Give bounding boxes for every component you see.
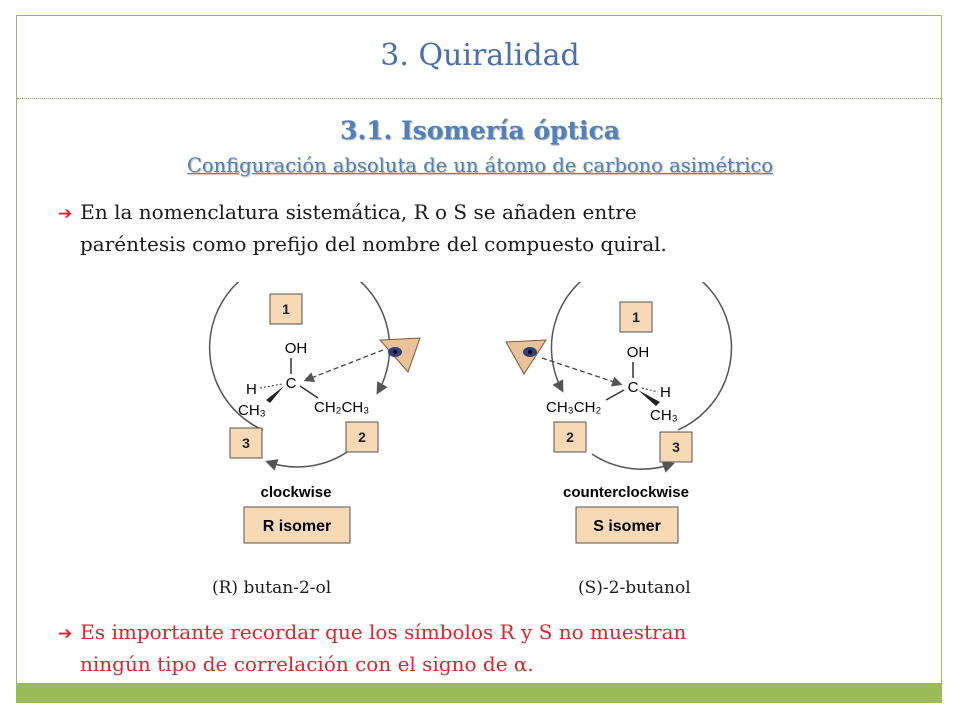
- oh-group: OH: [284, 340, 308, 357]
- central-carbon: C: [627, 379, 639, 396]
- priority-2-label: 2: [358, 429, 366, 445]
- arrow-right-icon: ➔: [58, 204, 73, 224]
- bond-h-hashed: [642, 388, 658, 392]
- h-atom: H: [246, 381, 257, 398]
- result-label: S isomer: [593, 518, 661, 535]
- bullet-correlation-note: [58, 617, 924, 679]
- bullet-2-line-2: ningún tipo de correlación con el signo de α.: [80, 652, 534, 676]
- slide-title: 3. Quiralidad: [380, 38, 580, 73]
- priority-2-label: 2: [566, 429, 574, 445]
- rotation-direction: clockwise: [260, 484, 332, 501]
- priority-1-label: 1: [282, 301, 290, 317]
- oh-group: OH: [626, 344, 650, 361]
- bullet-2-line-1: Es importante recordar que los símbolos R y S no muestran: [80, 620, 687, 644]
- priority-3-label: 3: [242, 435, 250, 451]
- caption-s-2-butanol: (S)-2-butanol: [578, 578, 691, 598]
- arrow-right-icon: ➔: [58, 624, 73, 644]
- result-label: R isomer: [262, 518, 332, 535]
- section-heading: Configuración absoluta de un átomo de carbono asimétrico: [186, 154, 774, 177]
- central-carbon: C: [285, 375, 297, 392]
- rotation-direction: counterclockwise: [563, 484, 689, 501]
- bond-h-hashed: [260, 384, 282, 388]
- viewing-direction: [306, 350, 383, 380]
- priority-3-label: 3: [672, 439, 680, 455]
- priority-1-label: 1: [632, 309, 640, 325]
- viewing-direction: [542, 358, 620, 384]
- bullet-1-line-2: paréntesis como prefijo del nombre del compuesto quiral.: [80, 232, 667, 256]
- ethyl-group: CH₃CH₂: [546, 399, 602, 416]
- bullet-nomenclature: [58, 197, 924, 259]
- footer-bar: [17, 683, 941, 702]
- caption-r-butan-2-ol: (R) butan-2-ol: [212, 578, 332, 598]
- eye-icon: [380, 338, 420, 372]
- lower-arc: [268, 450, 350, 467]
- r-isomer-figure: [198, 282, 448, 552]
- ch3-group: CH₃: [650, 407, 678, 424]
- section-subtitle: 3.1. Isomería óptica: [340, 116, 620, 145]
- ethyl-group: CH₂CH₃: [314, 399, 370, 416]
- title-divider: [17, 98, 941, 99]
- bond-ch3-wedge: [638, 390, 660, 406]
- bond-ethyl: [606, 390, 624, 400]
- s-isomer-figure: [500, 282, 750, 552]
- eye-icon: [506, 340, 546, 374]
- bullet-1-line-1: En la nomenclatura sistemática, R o S se añaden entre: [80, 200, 637, 224]
- bond-ethyl: [300, 386, 318, 398]
- bond-ch3-wedge: [266, 386, 284, 403]
- ch3-group: CH₃: [238, 402, 266, 419]
- h-atom: H: [660, 384, 671, 401]
